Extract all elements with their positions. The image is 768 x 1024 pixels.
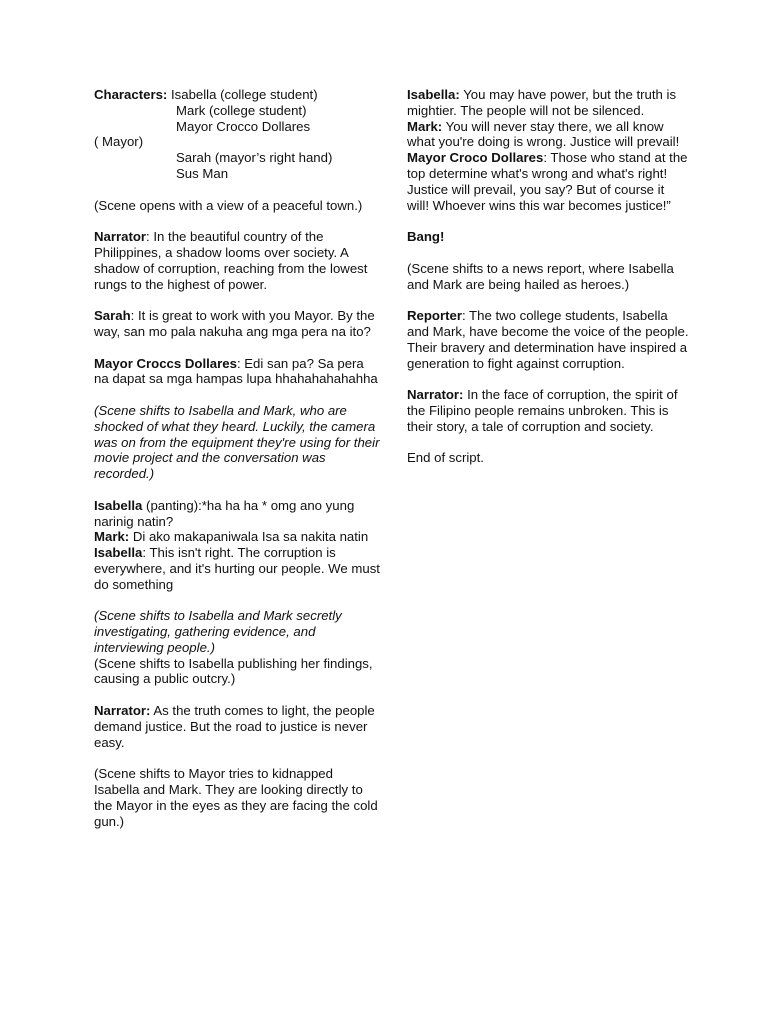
left-column [94,87,380,829]
speaker: Isabella [94,545,143,561]
isabella-line-2 [94,545,380,592]
dialogue: You will never stay there, we all know what you're doing is wrong. Justice will prevail! [407,118,680,150]
speaker: Mark: [407,118,443,134]
dialogue: In the face of corruption, the spirit of the Filipino people remains unbroken. This is their story, a tale of corruption and society. [407,387,678,434]
narrator-line-3 [407,387,689,434]
cast-isabella: Isabella (college student) [170,87,318,102]
dialogue: As the truth comes to light, the people demand justice. But the road to justice is never easy. [94,703,375,750]
scene-open: (Scene opens with a view of a peaceful town.) [94,197,363,213]
mark-line-2 [407,119,689,151]
speaker: Mayor Croco Dollares [407,150,544,166]
bang-line [407,229,689,245]
speaker: Narrator [94,229,147,245]
cast-mayor-note: ( Mayor) [94,134,144,150]
mark-line-1 [94,529,380,545]
cast-mark: Mark (college student) [176,102,307,118]
dialogue: You may have power, but the truth is mightier. The people will not be silenced. [407,87,677,118]
speaker: Mark: [94,529,130,545]
bang: Bang! [407,229,445,245]
scene-news: (Scene shifts to a news report, where Isabella and Mark are being hailed as heroes.) [407,260,674,292]
mayor-line-2 [407,150,689,213]
cast-sarah: Sarah (mayor’s right hand) [176,150,333,166]
narrator-line-2 [94,703,380,750]
characters-label: Characters: [94,87,168,102]
dialogue: : Those who stand at the top determine what's wrong and what's right! Justice will prevail, you say? But of course it will! Whoever wins this war becomes justice!” [407,150,688,213]
dialogue: : In the beautiful country of the Philippines, a shadow looms over society. A shadow of corruption, reaching from the lowest rungs to the highest of power. [94,229,368,292]
speaker: Sarah [94,308,131,324]
cast-list [94,87,380,103]
sarah-line [94,308,380,340]
narrator-line-1 [94,229,380,292]
speaker: Isabella: [407,87,460,102]
dialogue: : This isn't right. The corruption is everywhere, and it's hurting our people. We must do something [94,545,380,592]
scene-kidnap: (Scene shifts to Mayor tries to kidnapped Isabella and Mark. They are looking directly to the Mayor in the eyes as they are facing the cold gun.) [94,766,378,829]
cast-sus-man: Sus Man [176,165,229,181]
dialogue: Di ako makapaniwala Isa sa nakita natin [129,529,369,545]
speaker: Narrator: [94,703,151,719]
end-of-script: End of script. [407,450,484,466]
dialogue: : It is great to work with you Mayor. By the way, san mo pala nakuha ang mga pera na ito? [94,308,375,339]
mayor-line-1 [94,356,380,388]
speaker: Mayor Croccs Dollares [94,355,237,371]
speaker: Isabella [94,497,143,513]
isabella-line-3 [407,87,689,119]
scene-shocked: (Scene shifts to Isabella and Mark, who are shocked of what they heard. Luckily, the camera was on from the equipment they're using for their movie project and the conversation was recorded.) [94,402,380,482]
dialogue: : The two college students, Isabella and Mark, have become the voice of the people. Their bravery and determination have inspired a generation to fight against corruption. [407,308,689,371]
right-column [407,87,689,466]
speaker: Narrator: [407,387,464,403]
dialogue: : Edi san pa? Sa pera na dapat sa mga hampas lupa hhahahahahahha [94,355,378,387]
speaker: Reporter [407,308,462,324]
cast-mayor: Mayor Crocco Dollares [176,118,311,134]
scene-publishing: (Scene shifts to Isabella publishing her findings, causing a public outcry.) [94,655,373,687]
isabella-line-1 [94,498,380,530]
dialogue: (panting):*ha ha ha * omg ano yung narinig natin? [94,497,355,529]
reporter-line [407,308,689,371]
scene-investigating: (Scene shifts to Isabella and Mark secretly investigating, gathering evidence, and interviewing people.) [94,608,342,655]
